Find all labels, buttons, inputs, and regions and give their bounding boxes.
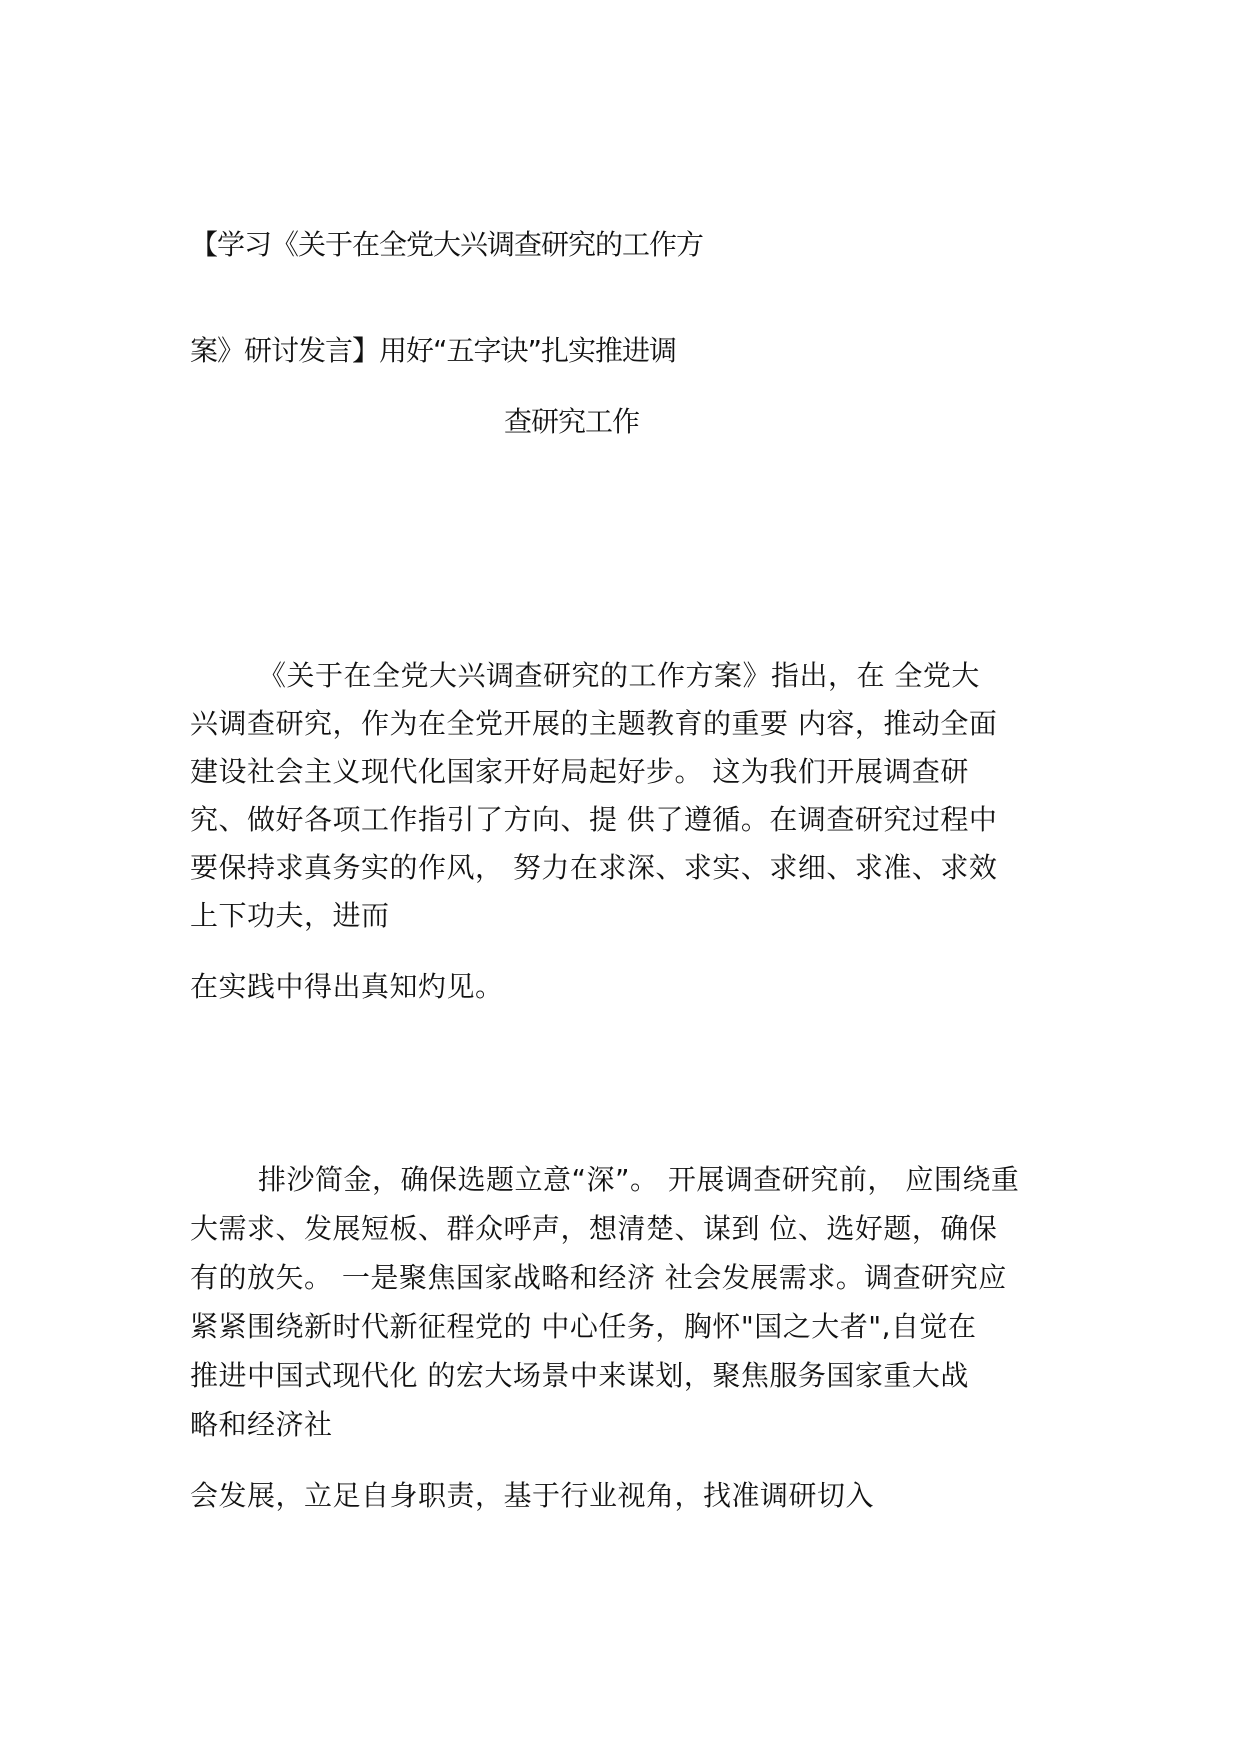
paragraph1-line-2: 兴调查研究，作为在全党开展的主题教育的重要 内容，推动全面 — [190, 707, 998, 740]
paragraph2-line-6: 略和经济社 — [190, 1408, 333, 1441]
paragraph1-line-1: 《关于在全党大兴调查研究的工作方案》指出，在 全党大 — [258, 659, 980, 692]
paragraph2-line-7: 会发展，立足自身职责，基于行业视角，找准调研切入 — [190, 1479, 875, 1512]
paragraph1-line-7: 在实践中得出真知灼见。 — [190, 970, 504, 1003]
paragraph2-line-1: 排沙简金，确保选题立意“深”。 开展调查研究前， 应围绕重 — [258, 1163, 1020, 1196]
paragraph1-line-3: 建设社会主义现代化国家开好局起好步。 这为我们开展调查研 — [190, 755, 969, 788]
paragraph1-line-6: 上下功夫，进而 — [190, 899, 390, 932]
paragraph2-line-5: 推进中国式现代化 的宏大场景中来谋划，聚焦服务国家重大战 — [190, 1359, 969, 1392]
paragraph1-line-4: 究、做好各项工作指引了方向、提 供了遵循。在调查研究过程中 — [190, 803, 998, 836]
paragraph2-line-3: 有的放矢。 一是聚焦国家战略和经济 社会发展需求。调查研究应 — [190, 1261, 1007, 1294]
title-line-3: 查研究工作 — [504, 405, 640, 438]
title-line-2: 案》研讨发言】用好“五字诀”扎实推进调 — [190, 334, 677, 367]
paragraph2-line-4: 紧紧围绕新时代新征程党的 中心任务，胸怀"国之大者",自觉在 — [190, 1310, 977, 1343]
paragraph2-line-2: 大需求、发展短板、群众呼声，想清楚、谋到 位、选好题，确保 — [190, 1212, 998, 1245]
title-line-1: 【学习《关于在全党大兴调查研究的工作方 — [190, 228, 704, 261]
paragraph1-line-5: 要保持求真务实的作风， 努力在求深、求实、求细、求准、求效 — [190, 851, 998, 884]
